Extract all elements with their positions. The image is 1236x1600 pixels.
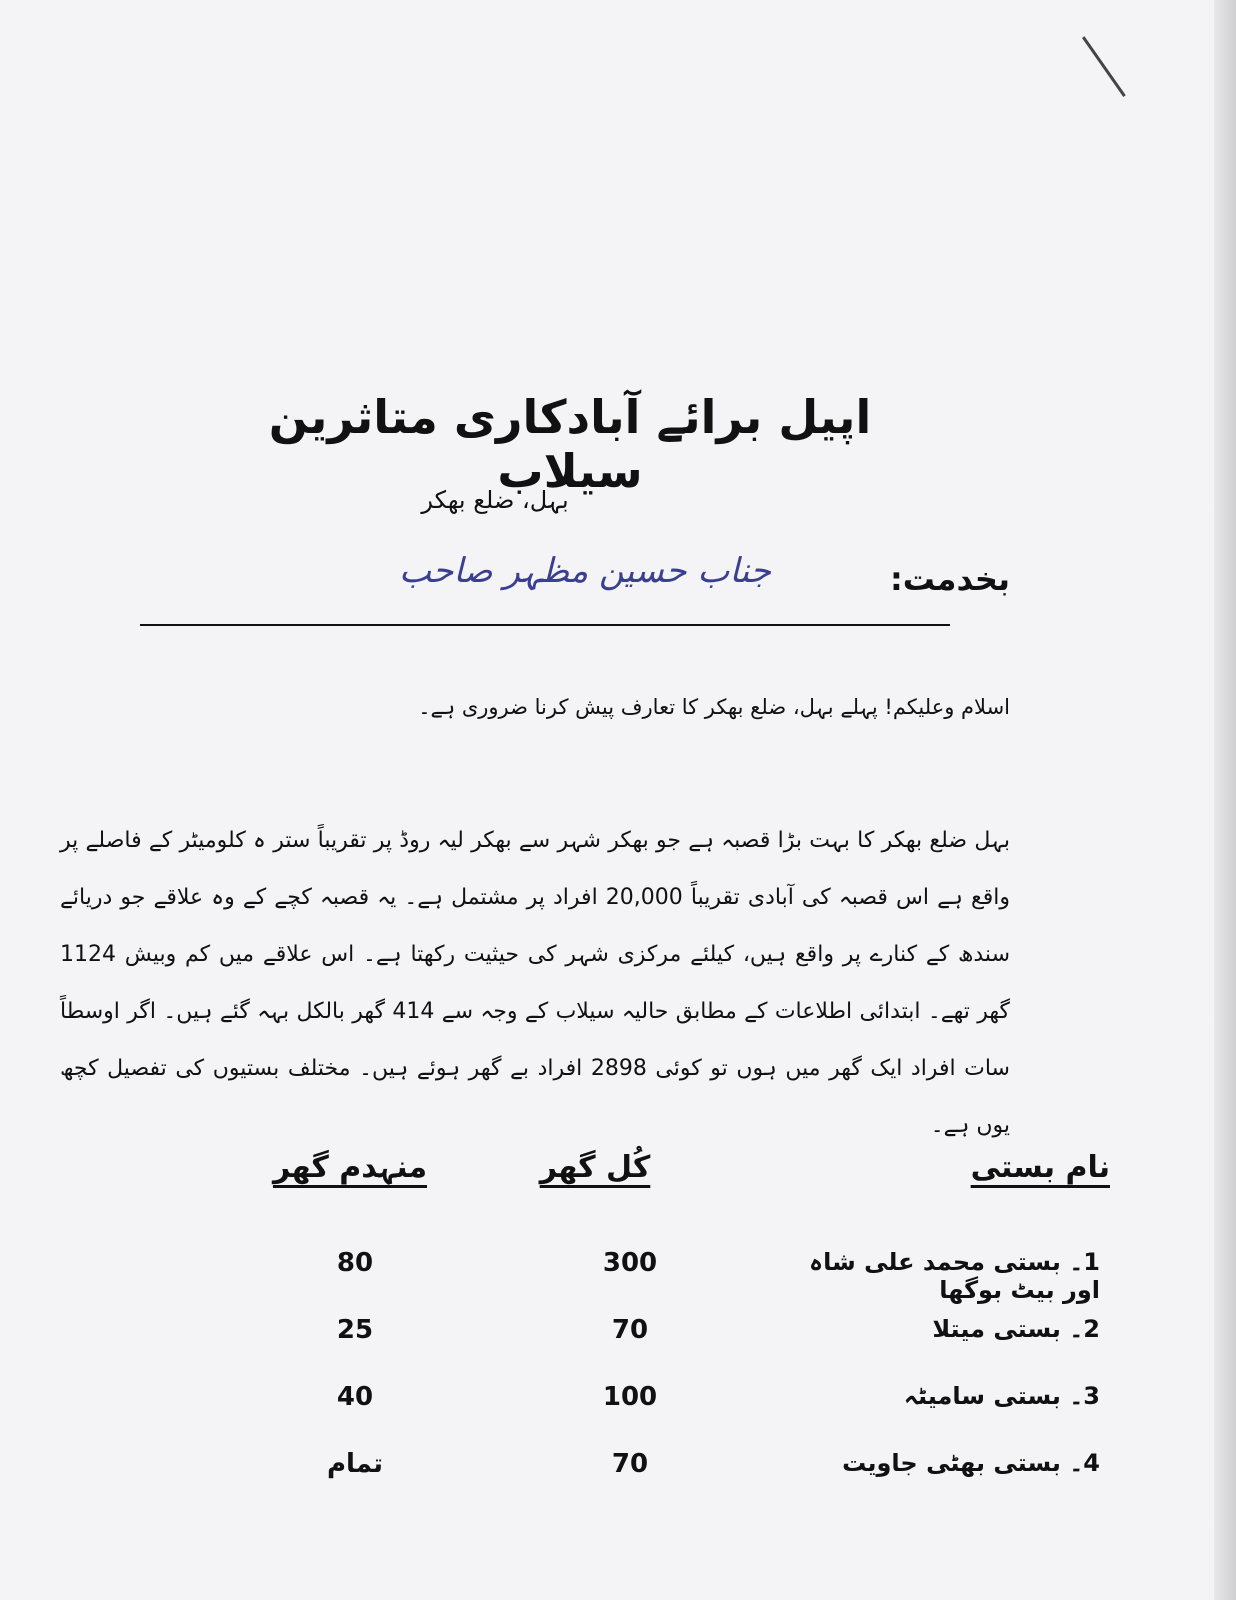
destroyed-houses: 25 xyxy=(336,1315,374,1345)
addressed-name-handwritten: جناب حسین مظہر صاحب xyxy=(399,551,771,591)
settlement-name: 1۔ بستی محمد علی شاہ اور بیٹ بوگھا xyxy=(809,1248,1100,1304)
addressed-underline xyxy=(140,624,950,626)
settlement-name: 3۔ بستی سامیٹہ xyxy=(903,1382,1100,1410)
intro-paragraph xyxy=(60,812,1010,1154)
greeting-line: اسلام وعلیکم! پہلے بہل، ضلع بھکر کا تعارف پیش کرنا ضروری ہے۔ xyxy=(418,695,1010,719)
page-edge-shadow xyxy=(1214,0,1236,1600)
paragraph-text: بہل ضلع بھکر کا بہت بڑا قصبہ ہے جو بھکر شہر سے بھکر لیہ روڈ پر تقریباً ستر ہ کلومیٹر کے فاصلے پر واقع ہے اس قصبہ کی آبادی تقریباً 20,000 افراد پر مشتمل ہے۔ یہ قصبہ کچے کے وہ علاقے جو دریائے سندھ کے کنارے پر واقع ہیں، کیلئے مرکزی شہر کی حیثیت رکھتا ہے۔ اس علاقے میں کم وبیش 1124 گھر تھے۔ ابتدائی اطلاعات کے مطابق حالیہ سیلاب کے وجہ سے 414 گھر بالکل بہہ گئے ہیں۔ اگر اوسطاً سات افراد ایک گھر میں ہوں تو کوئی 2898 افراد بے گھر ہوئے ہیں۔ مختلف بستیوں کی تفصیل کچھ یوں ہے۔ xyxy=(60,828,1011,1138)
table-row xyxy=(0,1315,1236,1355)
staple-mark xyxy=(1082,36,1126,97)
settlement-name: 4۔ بستی بھٹی جاویت xyxy=(842,1449,1100,1477)
table-row xyxy=(0,1449,1236,1489)
table-row xyxy=(0,1382,1236,1422)
destroyed-houses: تمام xyxy=(326,1449,383,1479)
destroyed-houses: 80 xyxy=(336,1248,374,1278)
total-houses: 70 xyxy=(611,1315,649,1345)
total-houses: 70 xyxy=(611,1449,649,1479)
document-subtitle: بہل، ضلع بھکر xyxy=(421,486,569,514)
column-header-total: کُل گھر xyxy=(539,1150,651,1185)
destroyed-houses: 40 xyxy=(336,1382,374,1412)
column-header-name: نام بستی xyxy=(970,1150,1110,1185)
settlement-name: 2۔ بستی میتلا xyxy=(932,1315,1100,1343)
column-header-destroyed: منہدم گھر xyxy=(272,1150,428,1185)
total-houses: 300 xyxy=(602,1248,658,1278)
table-row xyxy=(0,1248,1236,1304)
total-houses: 100 xyxy=(602,1382,658,1412)
addressed-label: بخدمت: xyxy=(889,560,1010,598)
document-title: اپیل برائے آبادکاری متاثرین سیلاب xyxy=(268,390,872,498)
